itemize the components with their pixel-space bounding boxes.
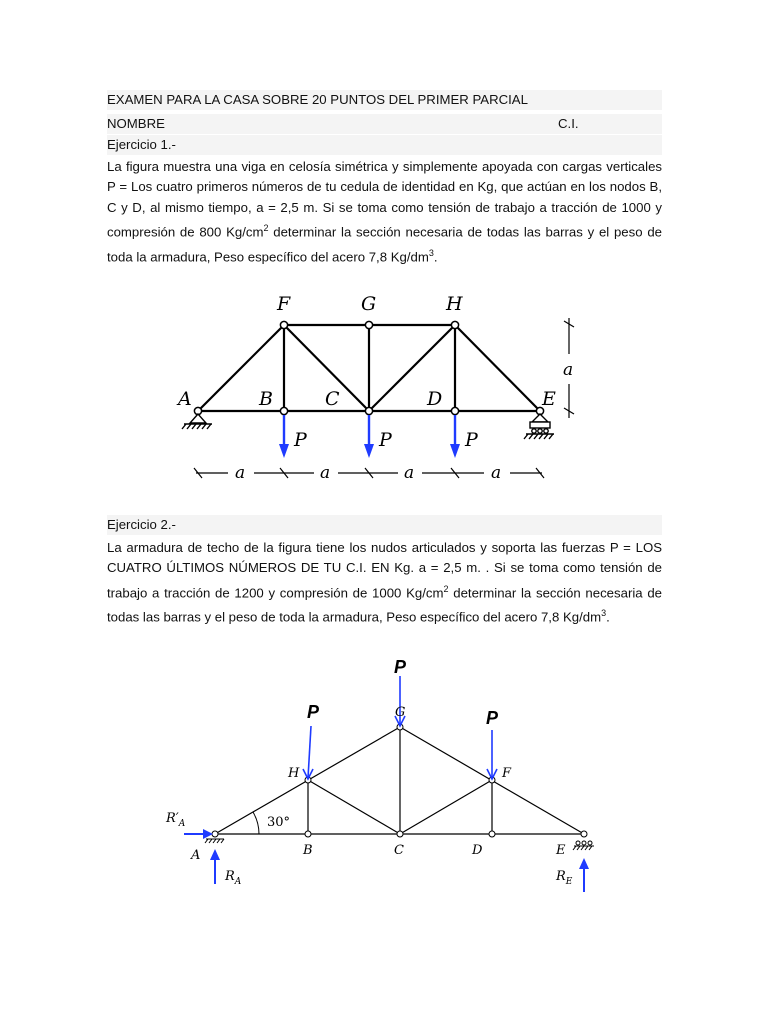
label2-c: C [394,843,404,858]
label-f: F [277,293,291,315]
label2-g: G [395,705,406,720]
exercise2-heading: Ejercicio 2.- [107,515,662,535]
label-g: G [361,293,377,315]
member-cf [400,780,492,834]
ci-label: C.I. [558,116,579,131]
label2-b: B [303,843,313,858]
load-label-h2: P [307,702,320,722]
exercise1-heading: Ejercicio 1.- [107,135,662,155]
load-arrow-h [308,726,311,778]
label2-f: F [502,766,512,781]
exam-title: EXAMEN PARA LA CASA SOBRE 20 PUNTOS DEL PRIMER PARCIAL [107,90,662,110]
angle-label: 30° [267,815,291,830]
node2-d [489,831,495,837]
label-d: D [427,388,443,410]
label-a: A [178,388,192,410]
load-label-d: P [465,429,478,451]
label-e: E [542,388,556,410]
label2-e: E [556,843,566,858]
angle-arc [253,812,259,834]
label-c: C [325,388,340,410]
reaction-ax-label: $R'_A$ [166,811,186,829]
nombre-label: NOMBRE [107,116,165,131]
node2-b [305,831,311,837]
dim-label-4: a [491,463,502,483]
label-b: B [259,388,273,410]
dim-label-vertical: a [563,360,574,380]
load-label-c: P [379,429,392,451]
reaction-e-label: $R_E$ [556,869,573,887]
dim-label-3: a [404,463,415,483]
exercise1-text: La figura muestra una viga en celosía simétrica y simplemente apoyada con cargas verticales P = Los cuatro primeros números de tu cedula de identidad en Kg, que actúan en los nodos B, C y D, al mismo tiempo, a = 2,5 m. Si se toma como tensión de trabajo a tracción de 1000 y compresión de 800 $Kg/cm^2$ determinar la sección necesaria de todas las barras y el peso de toda la armadura, Peso específico del acero 7,8 $Kg/dm^3$. [107,159,662,264]
label2-h: H [288,766,300,781]
node2-c [397,831,403,837]
load-label-g2: P [394,657,407,677]
load-label-b: P [294,429,307,451]
reaction-ay-label: $R_A$ [225,869,242,887]
load-label-f2: P [486,708,499,728]
label2-a: A [191,848,201,863]
dim-label-1: a [235,463,246,483]
label-h: H [446,293,463,315]
dim-label-2: a [320,463,331,483]
member-hc [308,780,400,834]
label2-d: D [472,843,483,858]
exercise2-text: La armadura de techo de la figura tiene los nudos articulados y soporta las fuerzas P = LOS CUATRO ÚLTIMOS NÚMEROS DE TU C.I. EN Kg. a = 2,5 m. . Si se toma como tensión de trabajo a tracción de 1200 y compresión de 1000 $Kg/cm^2$ determinar la sección necesaria de todas las barras y el peso de toda la armadura, Peso específico del acero 7,8 $Kg/dm^3$. [107,540,662,625]
